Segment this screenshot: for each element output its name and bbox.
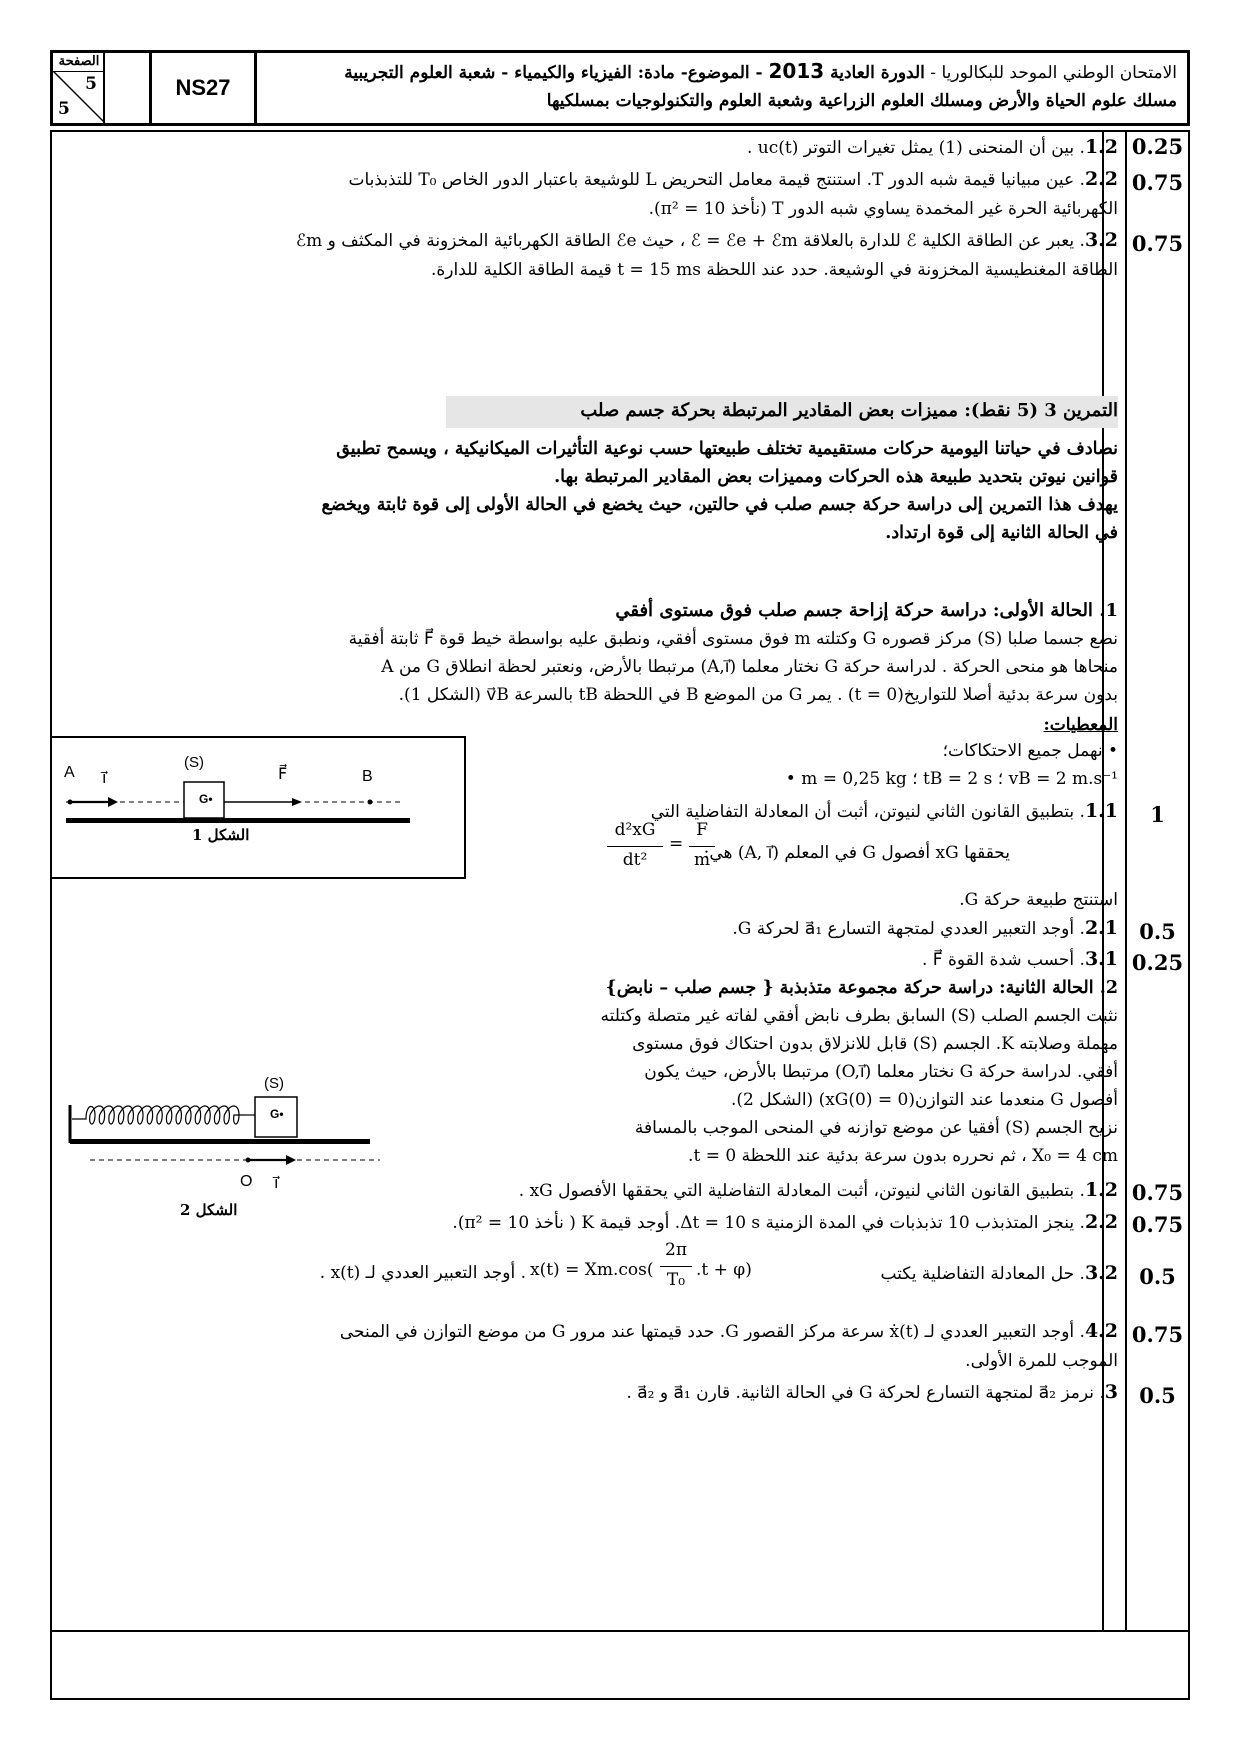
case-2-q3-tail: . أوجد التعبير العددي لـ x(t) . <box>319 1263 526 1283</box>
case-2-p5: نزيح الجسم (S) أفقيا عن موضع توازنه في المنحى الموجب بالمسافة <box>634 1118 1118 1138</box>
points-case1-q1: 1 <box>1150 802 1165 827</box>
case-2-q2: 2.2. ينجز المتذبذب 10 تذبذبات في المدة الزمنية Δt = 10 s. أوجد قيمة K ( نأخذ π² = 10). <box>452 1211 1118 1233</box>
header-year: 2013 <box>768 59 825 83</box>
fig2-label-G: •G <box>270 1107 284 1121</box>
points-2: 0.75 <box>1131 170 1184 195</box>
exam-header <box>50 50 1190 126</box>
question-2-2: 2.2. عين مبيانيا قيمة شبه الدور T. استنتج قيمة معامل التحريض L للوشيعة باعتبار الدور الخاص T₀ للتذبذبات <box>348 168 1118 190</box>
fig1-label-B: B <box>362 768 373 785</box>
case-2-title: 2. الحالة الثانية: دراسة حركة مجموعة متذبذبة { جسم صلب – نابض} <box>605 978 1118 998</box>
case-2-q4-cont: الموجب للمرة الأولى. <box>965 1351 1118 1371</box>
fig2-caption: الشكل 2 <box>180 1201 238 1219</box>
exercise-3-title: التمرين 3 (5 نقط): مميزات بعض المقادير المرتبطة بحركة جسم صلب <box>580 400 1118 421</box>
case-2-q5: 3. نرمز a⃗₂ لمتجهة التسارع لحركة G في الحالة الثانية. قارن a⃗₁ و a⃗₂ . <box>626 1381 1118 1403</box>
points-3: 0.75 <box>1131 231 1184 256</box>
fig1-caption: الشكل 1 <box>192 826 250 844</box>
case-1-p3: بدون سرعة بدئية أصلا للتواريخ(t = 0) . يمر G من الموضع B في اللحظة tB بالسرعة v⃗B (الشكل 1). <box>398 685 1118 705</box>
solution-equation: x(t) = Xm.cos( 2π T₀ .t + φ) <box>530 1240 752 1290</box>
exercise-intro-3: يهدف هذا التمرين إلى دراسة حركة جسم صلب في حالتين، حيث يخضع في الحالة الأولى إلى قوة ثابتة ويخضع <box>321 495 1118 515</box>
data-title: المعطيات: <box>1043 715 1118 735</box>
case-1-q3: 3.1. أحسب شدة القوة F⃗ . <box>921 948 1118 970</box>
header-line1-c: - الموضوع- مادة: الفيزياء والكيمياء - شعبة العلوم التجريبية <box>344 63 769 83</box>
case-1-title: 1. الحالة الأولى: دراسة حركة إزاحة جسم صلب فوق مستوى أفقي <box>615 600 1118 621</box>
case-2-q4: 4.2. أوجد التعبير العددي لـ ẋ(t) سرعة مركز القصور G. حدد قيمتها عند مرور G من موضع التوازن في المنحى <box>339 1320 1118 1342</box>
figure-1 <box>50 736 466 879</box>
fig1-label-i: i⃗ <box>102 770 107 787</box>
points-case1-q2: 0.5 <box>1139 919 1176 944</box>
page-total: 5 <box>58 99 70 119</box>
header-session: الدورة العادية <box>830 63 925 83</box>
exercise-intro-4: في الحالة الثانية إلى قوة ارتداد. <box>885 523 1118 543</box>
bottom-divider <box>50 1630 1190 1632</box>
case-1-q1-line2: يحققها xG أفصول G في المعلم (A, i⃗) هي: <box>703 843 1010 863</box>
points-1: 0.25 <box>1131 134 1184 159</box>
case-1-p1: نضع جسما صلبا (S) مركز قصوره G وكتلته m فوق مستوى أفقي، ونطبق عليه بواسطة خيط قوة F⃗ ثابتة أفقية <box>348 629 1118 649</box>
case-2-q1: 1.2. بتطبيق القانون الثاني لنيوتن، أثبت المعادلة التفاضلية التي يحققها الأفصول xG . <box>518 1179 1118 1201</box>
case-2-p2: مهملة وصلابته K. الجسم (S) قابل للانزلاق بدون احتكاك فوق مستوى <box>632 1034 1118 1054</box>
points-case2-q1: 0.75 <box>1131 1180 1184 1205</box>
question-2-2-cont: الكهربائية الحرة غير المخمدة يساوي شبه الدور T (نأخذ π² = 10). <box>648 199 1118 219</box>
case-2-q3: 3.2. حل المعادلة التفاضلية يكتب <box>880 1262 1118 1284</box>
header-line2: مسلك علوم الحياة والأرض ومسلك العلوم الزراعية وشعبة العلوم والتكنولوجيات بمسلكيها <box>546 91 1177 111</box>
question-3-2-cont: الطاقة المغنطيسية المخزونة في الوشيعة. حدد عند اللحظة t = 15 ms قيمة الطاقة الكلية للدارة. <box>430 260 1118 280</box>
question-1-2: 1.2. بين أن المنحنى (1) يمثل تغيرات التوتر uc(t) . <box>746 136 1118 158</box>
case-2-p4: أفصول G منعدما عند التوازن(xG(0) = 0) (الشكل 2). <box>730 1090 1118 1110</box>
fig1-label-G: •G <box>199 792 213 806</box>
exercise-intro-2: قوانين نيوتن بتحديد طبيعة هذه الحركات ومميزات بعض المقادير المرتبطة بها. <box>554 467 1118 487</box>
page-counter <box>53 53 105 123</box>
case-1-q2: 2.1. أوجد التعبير العددي لمتجهة التسارع a⃗₁ لحركة G. <box>732 917 1118 939</box>
question-3-2: 3.2. يعبر عن الطاقة الكلية ℰ للدارة بالعلاقة ℰ = ℰe + ℰm ، حيث ℰe الطاقة الكهربائية المخزونة في المكثف و ℰm <box>295 229 1118 251</box>
case-2-p6: X₀ = 4 cm ، ثم نحرره بدون سرعة بدئية عند اللحظة t = 0. <box>688 1146 1118 1166</box>
fig1-label-A: A <box>64 764 75 781</box>
newton-equation: d²xG dt² = F m <box>605 820 745 880</box>
case-1-q1-line3: استنتج طبيعة حركة G. <box>959 890 1118 910</box>
figure-1-drawing <box>52 738 464 877</box>
case-1-p2: منحاها هو منحى الحركة . لدراسة حركة G نختار معلما (A,i⃗) مرتبطا بالأرض، ونعتبر لحظة انطلاق G من A <box>381 657 1118 677</box>
fig2-label-i: i⃗ <box>274 1175 279 1192</box>
points-case2-q3: 0.5 <box>1139 1264 1176 1289</box>
points-case2-q4: 0.75 <box>1131 1322 1184 1347</box>
case-2-p3: أفقي. لدراسة حركة G نختار معلما (O,i⃗) مرتبطا بالأرض، حيث يكون <box>644 1062 1118 1082</box>
fig1-label-S: (S) <box>184 754 205 771</box>
fig2-label-O: O <box>240 1173 253 1190</box>
figure-2-drawing <box>50 1067 430 1227</box>
page-number: 5 <box>85 74 97 94</box>
points-case1-q3: 0.25 <box>1131 950 1184 975</box>
data-line-2: vB = 2 m.s⁻¹ ؛ tB = 2 s ؛ m = 0,25 kg • <box>785 769 1118 789</box>
spring-coil <box>72 1106 246 1124</box>
page-label: الصفحة <box>53 53 105 72</box>
fig2-label-S: (S) <box>264 1075 285 1092</box>
figure-2 <box>50 1067 430 1227</box>
points-case2-q2: 0.75 <box>1131 1212 1184 1237</box>
data-line-1: • نهمل جميع الاحتكاكات؛ <box>942 741 1118 761</box>
header-line1-a: الامتحان الوطني الموحد للبكالوريا - <box>924 63 1177 83</box>
case-2-p1: نثبت الجسم الصلب (S) السابق بطرف نابض أفقي لفاته غير متصلة وكتلته <box>600 1006 1118 1026</box>
case-1-q1: 1.1. بتطبيق القانون الثاني لنيوتن، أثبت أن المعادلة التفاضلية التي <box>650 800 1118 822</box>
fig1-label-F: F⃗ <box>278 766 288 783</box>
exam-code: NS27 <box>149 53 257 123</box>
exercise-intro-1: نصادف في حياتنا اليومية حركات مستقيمية تختلف طبيعتها حسب نوعية التأثيرات الميكانيكية ، ويسمح تطبيق <box>336 439 1118 459</box>
header-title <box>247 53 1187 123</box>
points-case2-q5: 0.5 <box>1139 1383 1176 1408</box>
